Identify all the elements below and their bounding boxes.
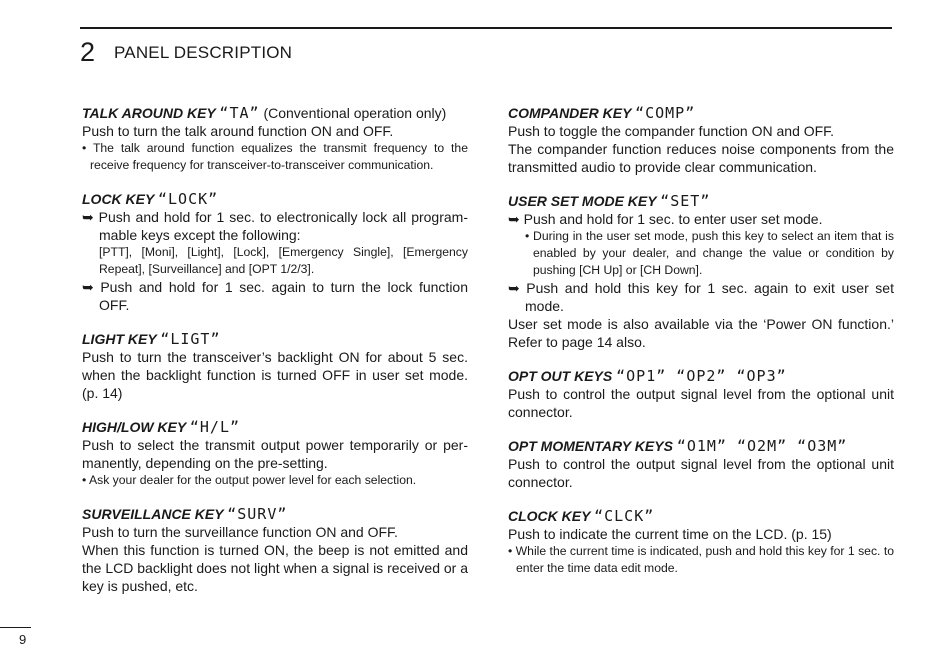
body-text: User set mode is also available via the ‘Power ON function.’ Refer to page 14 also. xyxy=(508,316,894,350)
user-set-section xyxy=(508,192,894,351)
lcd-label: “OP1” “OP2” “OP3” xyxy=(616,367,787,385)
section-heading xyxy=(508,507,894,525)
key-name: USER SET MODE KEY xyxy=(508,193,657,209)
talk-around-section xyxy=(82,104,468,174)
bullet-note: • The talk around function equalizes the transmit frequency to the receive frequency for transceiver-to-transceiver communication. xyxy=(82,141,468,172)
key-name: LIGHT KEY xyxy=(82,331,157,347)
key-name: TALK AROUND KEY xyxy=(82,105,216,121)
bullet-note: • While the current time is indicated, push and hold this key for 1 sec. to enter the time data edit mode. xyxy=(508,544,894,575)
arrow-item: ➥ Push and hold for 1 sec. again to turn the lock function OFF. xyxy=(82,279,468,313)
section-heading xyxy=(82,104,468,122)
lock-section xyxy=(82,190,468,314)
arrow-item: ➥ Push and hold for 1 sec. to enter user set mode. xyxy=(508,211,823,227)
section-heading xyxy=(508,192,894,210)
key-name: HIGH/LOW KEY xyxy=(82,419,186,435)
key-name: LOCK KEY xyxy=(82,191,155,207)
arrow-item: ➥ Push and hold this key for 1 sec. again to exit user set mode. xyxy=(508,280,894,314)
opt-out-section xyxy=(508,367,894,421)
lcd-label: “SET” xyxy=(660,192,711,210)
body-text: Push to turn the transceiver’s backlight ON for about 5 sec. when the backlight function is turned OFF in user set mode. (p. 14) xyxy=(82,349,468,401)
light-section xyxy=(82,330,468,402)
section-heading xyxy=(82,190,468,208)
bullet-note: • During in the user set mode, push this key to select an item that is enabled by your dealer, and change the value or condition by pushing [CH Up] or [CH Down]. xyxy=(525,229,894,277)
opt-momentary-section xyxy=(508,437,894,491)
arrow-item: ➥ Push and hold for 1 sec. to electronically lock all program-mable keys except the following: xyxy=(82,209,468,243)
arrow-subtext: [PTT], [Moni], [Light], [Lock], [Emergency Single], [Emergency Repeat], [Surveillance] and [OPT 1/2/3]. xyxy=(99,245,468,276)
section-heading xyxy=(508,104,894,122)
body-text: Push to turn the surveillance function ON and OFF. xyxy=(82,524,398,540)
lcd-label: “COMP” xyxy=(635,104,696,122)
section-heading xyxy=(82,505,468,523)
compander-section xyxy=(508,104,894,176)
chapter-title: PANEL DESCRIPTION xyxy=(114,43,293,62)
lcd-label: “CLCK” xyxy=(594,507,655,525)
heading-note: (Conventional operation only) xyxy=(263,105,447,121)
body-text: Push to control the output signal level from the optional unit connector. xyxy=(508,456,894,490)
left-column xyxy=(82,104,468,611)
key-name: OPT OUT KEYS xyxy=(508,368,613,384)
body-text: Push to select the transmit output power temporarily or per-manently, depending on the pre-setting. xyxy=(82,437,468,471)
bullet-note: • Ask your dealer for the output power level for each selection. xyxy=(82,473,417,487)
lcd-label: “LIGT” xyxy=(160,330,221,348)
high-low-section xyxy=(82,418,468,489)
body-text: When this function is turned ON, the beep is not emitted and the LCD backlight does not light when a signal is received or a key is pushed, etc. xyxy=(82,542,468,594)
lcd-label: “O1M” “O2M” “O3M” xyxy=(676,437,848,455)
key-name: SURVEILLANCE KEY xyxy=(82,506,224,522)
section-heading xyxy=(508,437,894,455)
right-column xyxy=(508,104,894,593)
body-text: Push to turn the talk around function ON and OFF. xyxy=(82,123,394,139)
key-name: COMPANDER KEY xyxy=(508,105,632,121)
body-text: Push to toggle the compander function ON and OFF. xyxy=(508,123,835,139)
section-heading xyxy=(508,367,894,385)
surveillance-section xyxy=(82,505,468,595)
lcd-label: “LOCK” xyxy=(157,190,219,208)
key-name: OPT MOMENTARY KEYS xyxy=(508,438,673,454)
lcd-label: “TA” xyxy=(219,104,260,122)
body-text: The compander function reduces noise components from the transmitted audio to provide clear communication. xyxy=(508,141,894,175)
body-text: Push to indicate the current time on the LCD. (p. 15) xyxy=(508,526,832,542)
key-name: CLOCK KEY xyxy=(508,508,591,524)
header-rule xyxy=(80,27,892,29)
page-number: 9 xyxy=(19,632,27,647)
chapter-number: 2 xyxy=(80,37,96,67)
body-text: Push to control the output signal level from the optional unit connector. xyxy=(508,386,894,420)
section-heading xyxy=(82,418,468,436)
clock-section xyxy=(508,507,894,577)
lcd-label: “H/L” xyxy=(189,418,241,436)
footer-rule xyxy=(0,627,31,628)
section-heading xyxy=(82,330,468,348)
lcd-label: “SURV” xyxy=(227,505,288,523)
